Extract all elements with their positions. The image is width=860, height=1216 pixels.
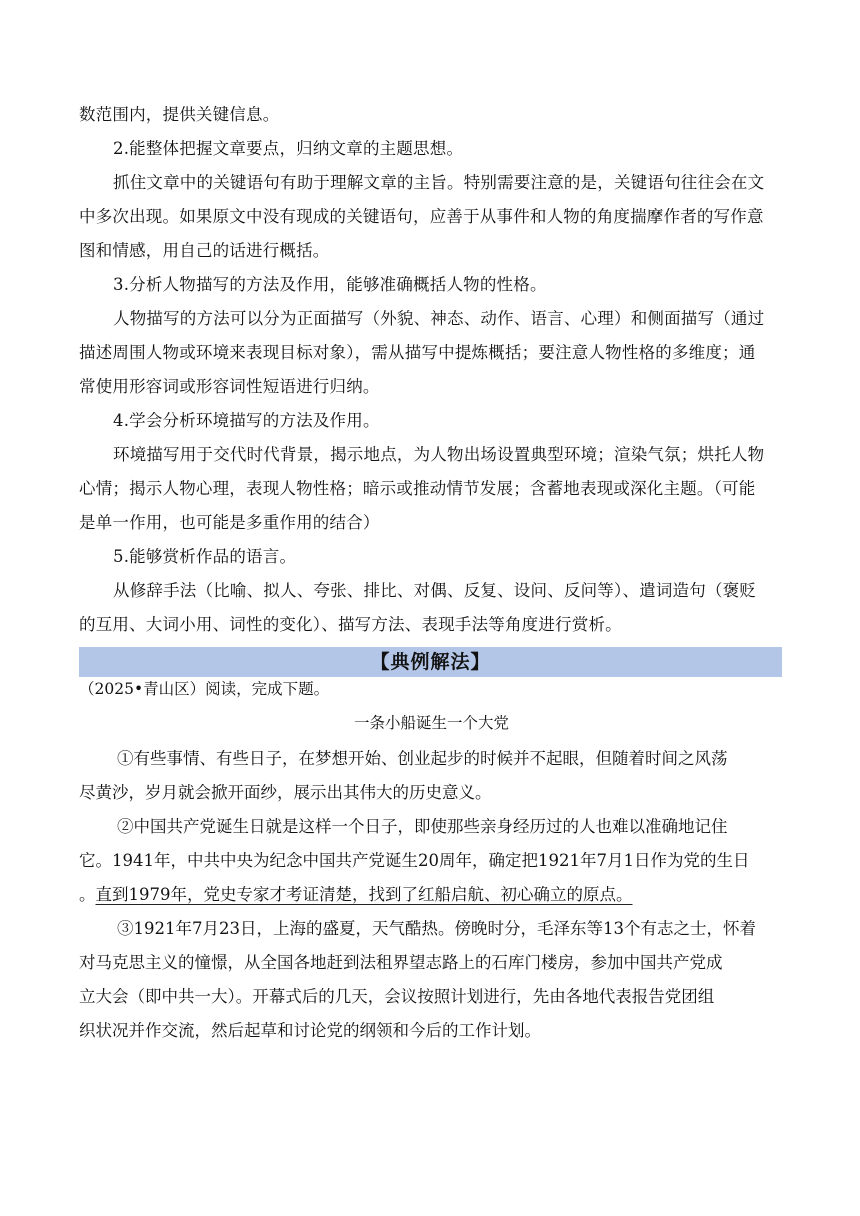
paragraph-3-line: 立大会（即中共一大）。开幕式后的几天，会议按照计划进行，先由各地代表报告党团组 <box>79 987 715 1006</box>
paragraph-2-line: 它。1941年，中共中央为纪念中国共产党诞生20周年，确定把1921年7月1日作为党的生日 <box>79 851 750 870</box>
requirement-heading-3: 3.分析人物描写的方法及作用，能够准确概括人物的性格。 <box>113 275 547 294</box>
text-line: 常使用形容词或形容词性短语进行归纳。 <box>79 377 380 396</box>
paragraph-2-line: ②中国共产党诞生日就是这样一个日子，即使那些亲身经历过的人也难以准确地记住 <box>117 817 728 836</box>
text-line: 描述周围人物或环境来表现目标对象），需从描写中提炼概括；要注意人物性格的多维度；通 <box>79 343 756 362</box>
underlined-key-sentence: 直到1979年，党史专家才考证清楚，找到了红船启航、初心确立的原点。 <box>95 885 633 904</box>
requirement-heading-4: 4.学会分析环境描写的方法及作用。 <box>113 411 380 430</box>
text-line: 人物描写的方法可以分为正面描写（外貌、神态、动作、语言、心理）和侧面描写（通过 <box>113 309 765 328</box>
text-line: 数范围内，提供关键信息。 <box>79 105 280 124</box>
text-line: 心情；揭示人物心理，表现人物性格；暗示或推动情节发展；含蓄地表现或深化主题。（可能 <box>79 479 756 498</box>
question-source: （2025•青山区）阅读，完成下题。 <box>79 680 330 698</box>
article-body <box>79 742 782 1048</box>
text-line: 从修辞手法（比喻、拟人、夸张、排比、对偶、反复、设问、反问等）、遣词造句（褒贬 <box>113 581 757 600</box>
paragraph-2-line <box>79 878 782 912</box>
section-heading: 【典例解法】 <box>79 647 782 677</box>
text-line: 的互用、大词小用、词性的变化）、描写方法、表现手法等角度进行赏析。 <box>79 615 622 634</box>
requirement-heading-5: 5.能够赏析作品的语言。 <box>113 547 297 566</box>
punctuation: 。 <box>79 885 96 904</box>
paragraph-3-line: 对马克思主义的憧憬，从全国各地赶到法租界望志路上的石库门楼房，参加中国共产党成 <box>79 953 723 972</box>
text-line: 是单一作用，也可能是多重作用的结合） <box>79 513 380 532</box>
paragraph-3-line: 织状况并作交流，然后起草和讨论党的纲领和今后的工作计划。 <box>79 1021 541 1040</box>
paragraph-3-line: ③1921年7月23日，上海的盛夏，天气酷热。傍晚时分，毛泽东等13个有志之士，怀着 <box>117 919 756 938</box>
text-line: 图和情感，用自己的话进行概括。 <box>79 241 330 260</box>
paragraph-1-line: ①有些事情、有些日子，在梦想开始、创业起步的时候并不起眼，但随着时间之风荡 <box>117 749 728 768</box>
article-title: 一条小船诞生一个大党 <box>353 714 509 732</box>
text-line: 中多次出现。如果原文中没有现成的关键语句，应善于从事件和人物的角度揣摩作者的写作意 <box>79 207 764 226</box>
requirement-heading-2: 2.能整体把握文章要点，归纳文章的主题思想。 <box>113 139 464 158</box>
text-line: 环境描写用于交代时代背景，揭示地点，为人物出场设置典型环境；渲染气氛；烘托人物 <box>113 445 765 464</box>
intro-section <box>79 98 782 642</box>
text-line: 抓住文章中的关键语句有助于理解文章的主旨。特别需要注意的是，关键语句往往会在文 <box>113 173 765 192</box>
paragraph-1-line: 尽黄沙，岁月就会掀开面纱，展示出其伟大的历史意义。 <box>79 783 492 802</box>
document-page <box>79 98 782 1048</box>
